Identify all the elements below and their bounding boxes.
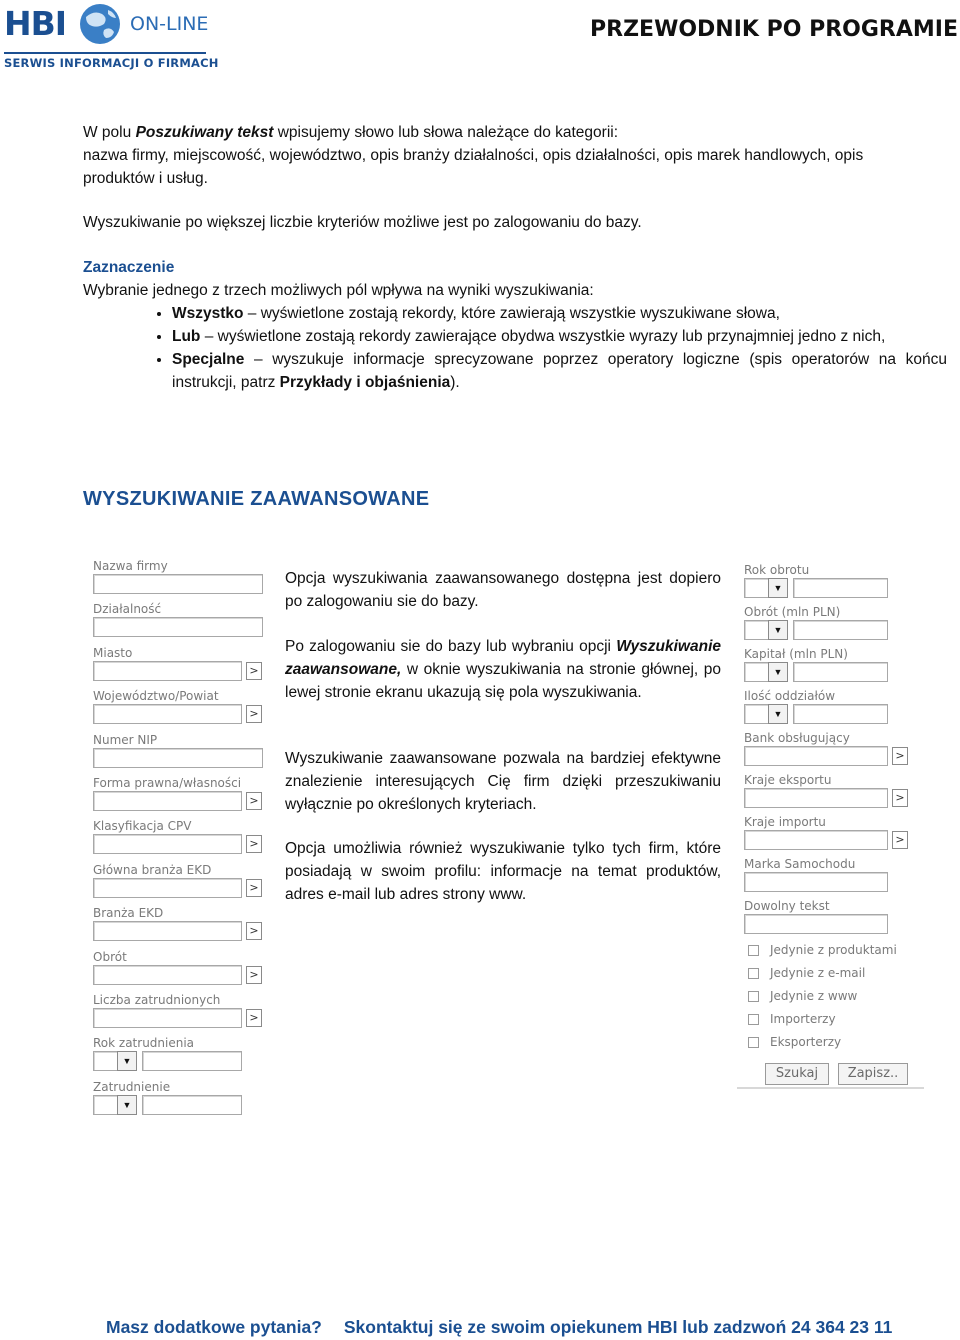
zaznaczenie-heading: Zaznaczenie [83, 259, 175, 276]
open-picker-button[interactable]: > [892, 831, 908, 849]
checkbox-label: Jedynie z www [770, 989, 858, 1003]
option-name: Wszystko [172, 305, 244, 322]
text-input[interactable] [793, 704, 888, 724]
chevron-down-icon[interactable]: ▼ [768, 704, 788, 724]
text-input[interactable] [93, 1008, 242, 1028]
field-label: Główna branża EKD [93, 862, 212, 877]
field-label: Kraje eksportu [744, 773, 832, 787]
globe-logo-icon [78, 2, 122, 46]
text-input[interactable] [93, 617, 263, 637]
field-label: Rok zatrudnienia [93, 1036, 195, 1051]
search-button[interactable]: Szukaj [765, 1063, 829, 1085]
logo-hbi: HBI [4, 4, 67, 43]
field-label: Numer NIP [93, 732, 158, 747]
field-label: Klasyfikacja CPV [93, 819, 192, 834]
intro-categories: nazwa firmy, miejscowość, województwo, opis branży działalności, opis działalności, opis marek handlowych, opis produktów i usług. [83, 147, 864, 187]
middle-paragraph-3: Wyszukiwanie zaawansowane pozwala na bardziej efektywne znalezienie interesujących Cię firm dzięki przeszukiwaniu wyłącznie po określonych kryteriach. [285, 750, 721, 813]
text-input[interactable] [93, 661, 242, 681]
zaznaczenie-lead: Wybranie jednego z trzech możliwych pól wpływa na wyniki wyszukiwania: [83, 282, 594, 299]
footer-contact: Skontaktuj się ze swoim opiekunem HBI lub zadzwoń 24 364 23 11 [343, 1317, 893, 1337]
field-label: Obrót (mln PLN) [744, 605, 841, 619]
text-input[interactable] [93, 965, 242, 985]
text-input[interactable] [744, 914, 888, 934]
page-title: PRZEWODNIK PO PROGRAMIE [590, 17, 958, 42]
open-picker-button[interactable]: > [246, 792, 262, 810]
text-input[interactable] [142, 1095, 242, 1115]
text-input[interactable] [93, 574, 263, 594]
options-list [142, 302, 947, 394]
field-label: Forma prawna/własności [93, 776, 242, 790]
field-label: Obrót [93, 949, 127, 964]
intro-paragraph [83, 121, 918, 190]
checkbox[interactable] [748, 1014, 759, 1025]
list-item [172, 302, 947, 325]
open-picker-button[interactable]: > [246, 922, 262, 940]
checkbox[interactable] [748, 945, 759, 956]
text-input[interactable] [793, 578, 888, 598]
field-label: Branża EKD [93, 906, 164, 921]
button-bar-divider [737, 1087, 924, 1089]
login-note: Wyszukiwanie po większej liczbie kryteriów możliwe jest po zalogowaniu do bazy. [83, 214, 642, 231]
field-label: Liczba zatrudnionych [93, 993, 221, 1007]
reference-link: Przykłady i objaśnienia [279, 374, 451, 391]
text-input[interactable] [744, 788, 888, 808]
text-input[interactable] [744, 830, 888, 850]
logo-subtitle: SERWIS INFORMACJI O FIRMACH [4, 56, 219, 70]
field-label: Bank obsługujący [744, 731, 850, 745]
open-picker-button[interactable]: > [246, 1009, 262, 1027]
intro-text-after: wpisujemy słowo lub słowa należące do kategorii: [273, 124, 619, 141]
field-label: Działalność [93, 602, 162, 617]
list-item [172, 325, 947, 348]
chevron-down-icon[interactable]: ▼ [768, 578, 788, 598]
middle-text-after: w oknie wyszukiwania na stronie głównej, po lewej stronie ekranu ukazują się pola wyszukiwania. [285, 661, 721, 701]
checkbox-label: Jedynie z e-mail [770, 966, 866, 980]
open-picker-button[interactable]: > [246, 705, 262, 723]
checkbox[interactable] [748, 968, 759, 979]
field-label: Kapitał (mln PLN) [744, 647, 848, 661]
option-desc: – wyświetlone zostają rekordy, które zawierają wszystkie wyszukiwane słowa, [243, 305, 780, 322]
option-name: Specjalne [172, 351, 245, 368]
list-item [172, 348, 947, 394]
save-button[interactable]: Zapisz.. [838, 1063, 908, 1085]
logo-divider [4, 52, 206, 54]
checkbox[interactable] [748, 1037, 759, 1048]
option-desc: – wyszukuje informacje sprecyzowane poprzez operatory logiczne (spis operatorów na końcu instrukcji, patrz [172, 351, 947, 391]
chevron-down-icon[interactable]: ▼ [117, 1051, 137, 1071]
text-input[interactable] [93, 834, 242, 854]
field-label: Województwo/Powiat [93, 689, 219, 704]
checkbox-label: Importerzy [770, 1012, 836, 1026]
footer-question: Masz dodatkowe pytania? [106, 1317, 322, 1337]
open-picker-button[interactable]: > [246, 879, 262, 897]
middle-paragraph-2 [285, 635, 721, 704]
open-picker-button[interactable]: > [246, 662, 262, 680]
field-label: Dowolny tekst [744, 899, 830, 913]
open-picker-button[interactable]: > [246, 835, 262, 853]
checkbox-label: Eksporterzy [770, 1035, 842, 1049]
field-label: Ilość oddziałów [744, 689, 836, 703]
intro-text: W polu [83, 124, 136, 141]
text-input[interactable] [793, 620, 888, 640]
middle-paragraph-4: Opcja umożliwia również wyszukiwanie tylko tych firm, które posiadają w swoim profilu: informacje na temat produktów, adres e-mail lub adres strony www. [285, 840, 721, 903]
text-input[interactable] [793, 662, 888, 682]
option-desc: – wyświetlone zostają rekordy zawierające obydwa wszystkie wyrazy lub przynajmniej jedno z nich, [200, 328, 886, 345]
checkbox[interactable] [748, 991, 759, 1002]
field-label: Rok obrotu [744, 563, 810, 577]
text-input[interactable] [93, 791, 242, 811]
text-input[interactable] [93, 878, 242, 898]
middle-paragraph-1: Opcja wyszukiwania zaawansowanego dostępna jest dopiero po zalogowaniu sie do bazy. [285, 570, 721, 610]
logo-online: ON-LINE [130, 13, 209, 35]
text-input[interactable] [93, 704, 242, 724]
text-input[interactable] [142, 1051, 242, 1071]
field-label: Nazwa firmy [93, 559, 168, 573]
option-desc-end: ). [450, 374, 460, 391]
field-label: Kraje importu [744, 815, 826, 829]
text-input[interactable] [93, 921, 242, 941]
option-name: Lub [172, 328, 201, 345]
field-label: Miasto [93, 645, 133, 660]
open-picker-button[interactable]: > [892, 789, 908, 807]
chevron-down-icon[interactable]: ▼ [768, 620, 788, 640]
footer [106, 1317, 892, 1338]
field-label: Zatrudnienie [93, 1079, 171, 1094]
text-input[interactable] [93, 748, 263, 768]
intro-bold-term: Poszukiwany tekst [135, 124, 274, 141]
middle-text: Po zalogowaniu sie do bazy lub wybraniu opcji [285, 638, 617, 655]
chevron-down-icon[interactable]: ▼ [117, 1095, 137, 1115]
field-label: Marka Samochodu [744, 857, 856, 871]
open-picker-button[interactable]: > [246, 966, 262, 984]
middle-bold-term: Wyszukiwanie zaawansowane, [285, 638, 721, 678]
open-picker-button[interactable]: > [892, 747, 908, 765]
text-input[interactable] [744, 872, 888, 892]
checkbox-label: Jedynie z produktami [770, 943, 897, 957]
section-title: WYSZUKIWANIE ZAAWANSOWANE [83, 488, 430, 510]
chevron-down-icon[interactable]: ▼ [768, 662, 788, 682]
text-input[interactable] [744, 746, 888, 766]
